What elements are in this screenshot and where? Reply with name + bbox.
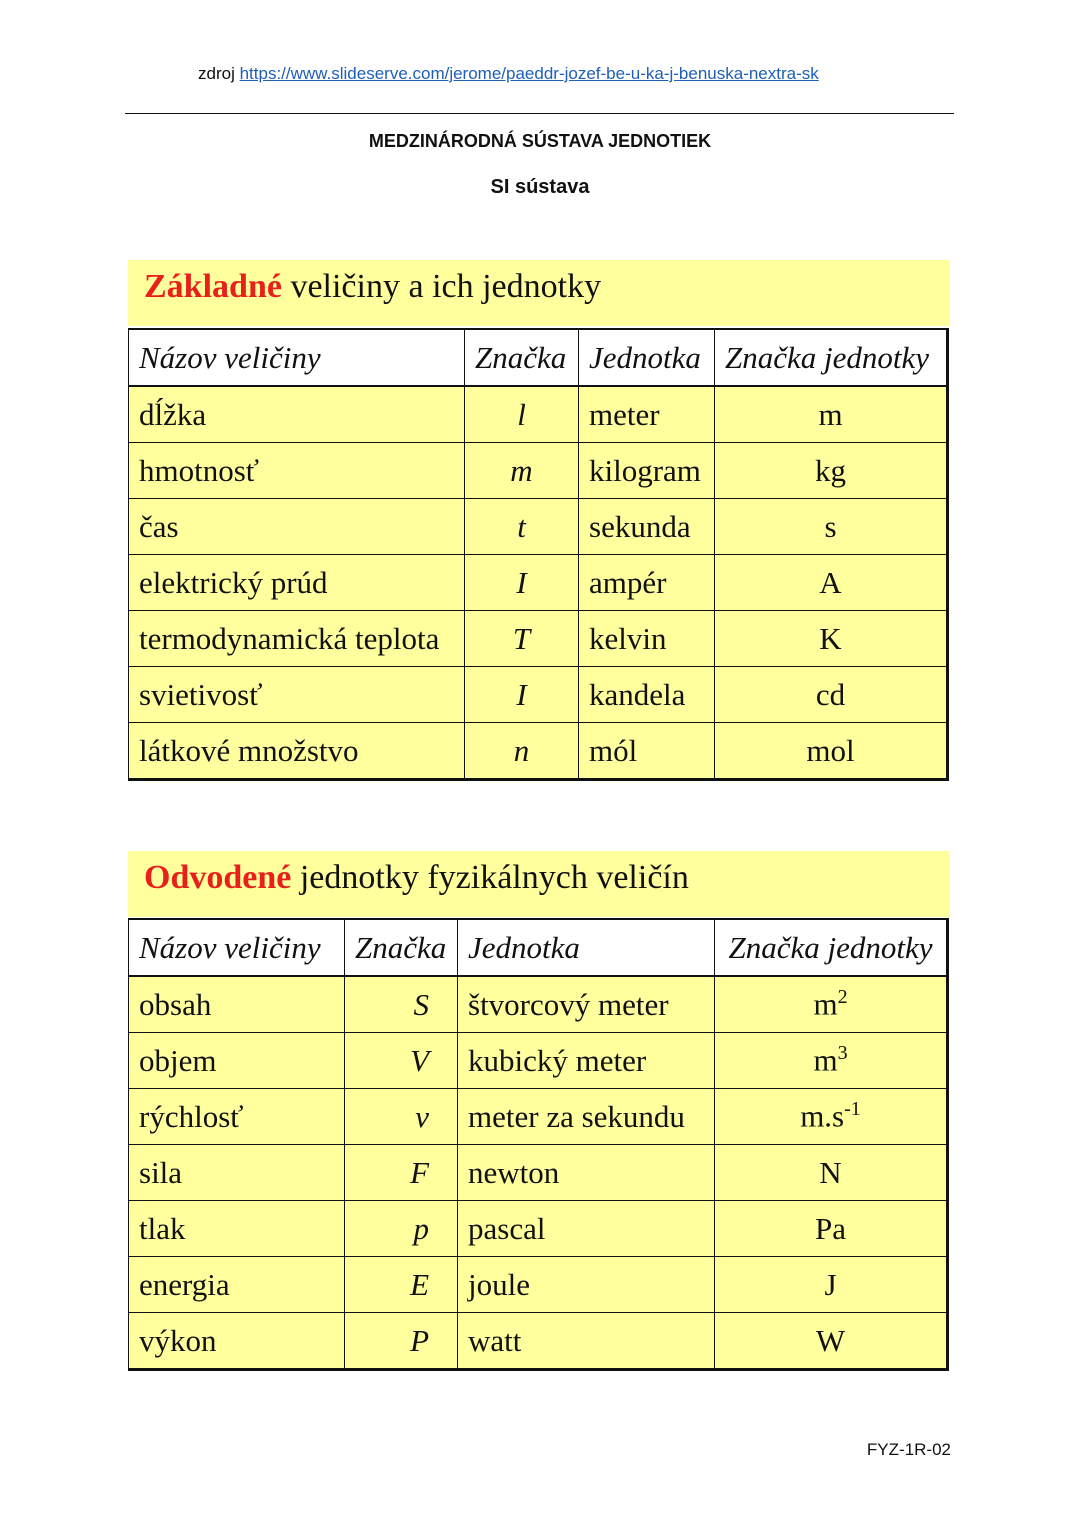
basic-heading-rest: veličiny a ich jednotky — [281, 268, 602, 305]
unit-name: newton — [458, 1145, 715, 1201]
quantity-symbol: V — [345, 1033, 458, 1089]
unit-name: sekunda — [579, 499, 715, 555]
unit-name: watt — [458, 1313, 715, 1370]
table-row — [129, 386, 948, 443]
unit-symbol: mol — [715, 723, 948, 780]
document-subtitle: SI sústava — [490, 176, 590, 198]
quantity-name: energia — [129, 1257, 345, 1313]
column-header-unit-symbol: Značka jednotky — [715, 919, 948, 976]
unit-name: kubický meter — [458, 1033, 715, 1089]
quantity-symbol: t — [465, 499, 579, 555]
unit-symbol: cd — [715, 667, 948, 723]
unit-symbol: kg — [715, 443, 948, 499]
derived-section-heading — [144, 859, 689, 897]
quantity-symbol: p — [345, 1201, 458, 1257]
table-row — [129, 976, 948, 1033]
column-header-unit: Jednotka — [458, 919, 715, 976]
quantity-name: sila — [129, 1145, 345, 1201]
quantity-name: elektrický prúd — [129, 555, 465, 611]
unit-name: kilogram — [579, 443, 715, 499]
quantity-name: čas — [129, 499, 465, 555]
source-link[interactable]: https://www.slideserve.com/jerome/paeddr-jozef-be-u-ka-j-benuska-nextra-sk — [239, 64, 819, 83]
quantity-name: obsah — [129, 976, 345, 1033]
unit-symbol: s — [715, 499, 948, 555]
unit-name: kelvin — [579, 611, 715, 667]
unit-symbol-base: m.s — [800, 1098, 845, 1134]
unit-name: meter — [579, 386, 715, 443]
column-header-symbol: Značka — [465, 329, 579, 386]
derived-heading-rest: jednotky fyzikálnych veličín — [291, 859, 689, 896]
unit-symbol-exponent: -1 — [844, 1098, 861, 1121]
basic-heading-accent: Základné — [144, 268, 282, 305]
table-row — [129, 1145, 948, 1201]
table-row — [129, 1257, 948, 1313]
quantity-name: rýchlosť — [129, 1089, 345, 1145]
quantity-name: svietivosť — [129, 667, 465, 723]
source-line — [198, 64, 819, 84]
unit-symbol-base: N — [819, 1154, 842, 1190]
quantity-name: termodynamická teplota — [129, 611, 465, 667]
table-row — [129, 1089, 948, 1145]
table-row — [129, 667, 948, 723]
table-row — [129, 723, 948, 780]
unit-name: joule — [458, 1257, 715, 1313]
unit-symbol-base: m — [813, 986, 838, 1022]
quantity-name: hmotnosť — [129, 443, 465, 499]
source-prefix: zdroj — [198, 64, 235, 83]
unit-symbol — [715, 1089, 948, 1145]
basic-units-table — [128, 328, 949, 781]
quantity-symbol: n — [465, 723, 579, 780]
quantity-name: dĺžka — [129, 386, 465, 443]
unit-symbol — [715, 1313, 948, 1370]
quantity-symbol: I — [465, 555, 579, 611]
table-header-row — [129, 919, 948, 976]
unit-symbol — [715, 976, 948, 1033]
column-header-name: Názov veličiny — [129, 919, 345, 976]
quantity-name: objem — [129, 1033, 345, 1089]
unit-name: ampér — [579, 555, 715, 611]
unit-symbol-base: J — [824, 1266, 837, 1302]
unit-symbol — [715, 1201, 948, 1257]
table-row — [129, 1201, 948, 1257]
quantity-symbol: F — [345, 1145, 458, 1201]
unit-symbol-exponent: 3 — [837, 1042, 848, 1065]
table-row — [129, 1313, 948, 1370]
column-header-unit-symbol: Značka jednotky — [715, 329, 948, 386]
table-row — [129, 499, 948, 555]
derived-units-table — [128, 918, 949, 1371]
unit-symbol — [715, 1257, 948, 1313]
quantity-name: látkové množstvo — [129, 723, 465, 780]
unit-symbol-base: Pa — [815, 1210, 846, 1246]
unit-name: štvorcový meter — [458, 976, 715, 1033]
column-header-unit: Jednotka — [579, 329, 715, 386]
basic-section-heading-band — [128, 260, 950, 326]
quantity-symbol: l — [465, 386, 579, 443]
quantity-name: tlak — [129, 1201, 345, 1257]
unit-symbol-exponent: 2 — [837, 986, 848, 1009]
column-header-name: Názov veličiny — [129, 329, 465, 386]
table-row — [129, 555, 948, 611]
unit-name: pascal — [458, 1201, 715, 1257]
quantity-name: výkon — [129, 1313, 345, 1370]
column-header-symbol: Značka — [345, 919, 458, 976]
unit-symbol — [715, 1145, 948, 1201]
quantity-symbol: m — [465, 443, 579, 499]
derived-section-heading-band — [128, 851, 950, 917]
unit-symbol-base: m — [813, 1042, 838, 1078]
document-code: FYZ-1R-02 — [866, 1440, 951, 1459]
table-row — [129, 1033, 948, 1089]
unit-name: kandela — [579, 667, 715, 723]
unit-symbol: A — [715, 555, 948, 611]
unit-name: meter za sekundu — [458, 1089, 715, 1145]
unit-symbol: K — [715, 611, 948, 667]
unit-symbol — [715, 1033, 948, 1089]
table-row — [129, 611, 948, 667]
quantity-symbol: v — [345, 1089, 458, 1145]
table-header-row — [129, 329, 948, 386]
unit-symbol: m — [715, 386, 948, 443]
unit-name: mól — [579, 723, 715, 780]
unit-symbol-base: W — [815, 1322, 846, 1358]
quantity-symbol: I — [465, 667, 579, 723]
document-title: MEDZINÁRODNÁ SÚSTAVA JEDNOTIEK — [368, 131, 712, 151]
header-divider — [125, 113, 954, 114]
derived-heading-accent: Odvodené — [144, 859, 292, 896]
quantity-symbol: S — [345, 976, 458, 1033]
quantity-symbol: E — [345, 1257, 458, 1313]
table-row — [129, 443, 948, 499]
quantity-symbol: T — [465, 611, 579, 667]
quantity-symbol: P — [345, 1313, 458, 1370]
basic-section-heading — [144, 268, 601, 306]
